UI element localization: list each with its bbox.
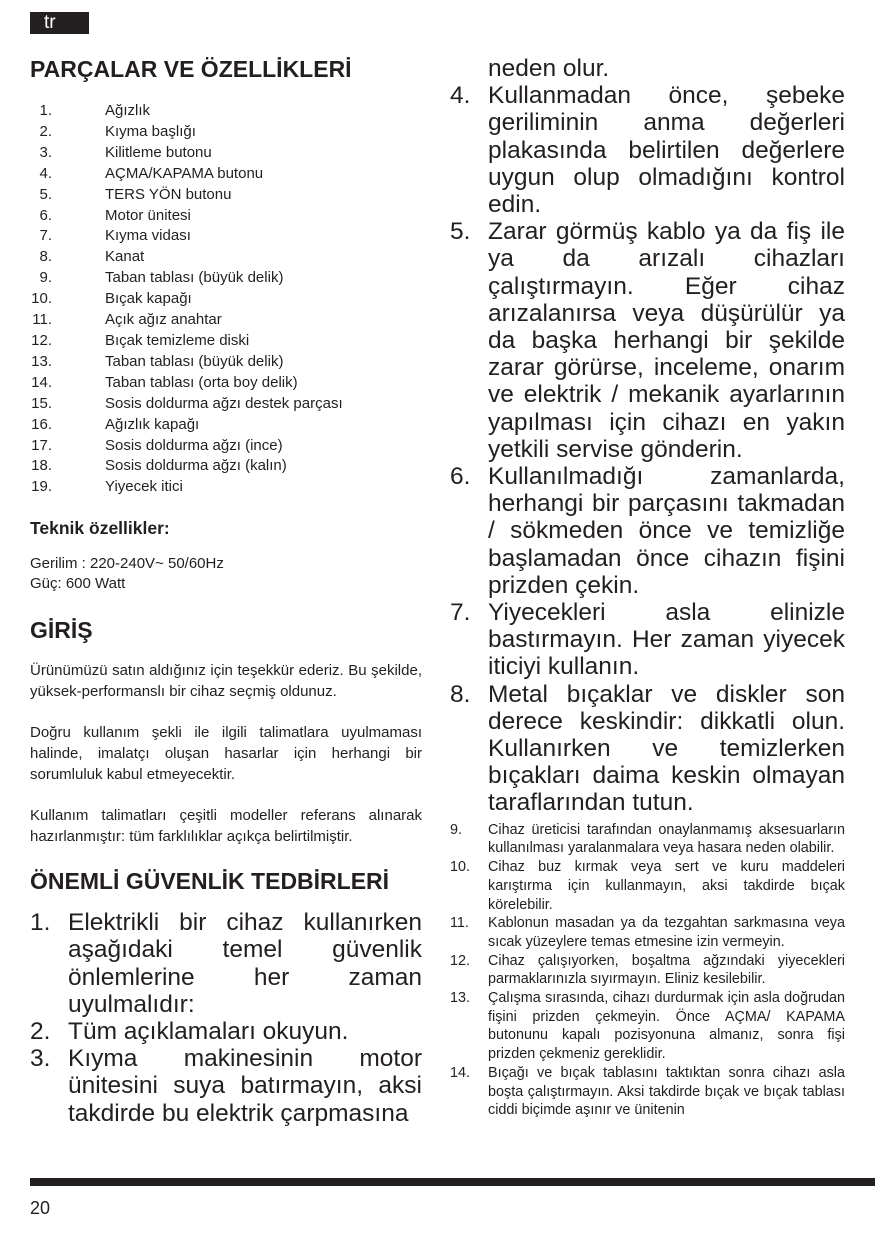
language-tab: tr bbox=[30, 12, 89, 34]
spec-voltage: Gerilim : 220-240V~ 50/60Hz bbox=[30, 555, 224, 573]
specs-block bbox=[30, 554, 422, 594]
list-item: 10. Bıçak kapağı bbox=[31, 290, 192, 308]
list-item: 4. Kullanmadan önce, şebeke geriliminin anma değerleri plakasında belirtilen değerlere uygun olup olmadığını kontrol edin. bbox=[450, 82, 845, 219]
intro-paragraph-1: Ürünümüzü satın aldığınız için teşekkür ederiz. Bu şekilde, yüksek-performanslı bir cihaz seçmiş oldunuz. bbox=[30, 662, 422, 701]
list-item: 14. Taban tablası (orta boy delik) bbox=[31, 373, 298, 391]
list-item: 12. Bıçak temizleme diski bbox=[31, 331, 250, 349]
list-item: 13. Taban tablası (büyük delik) bbox=[31, 352, 284, 370]
list-item: 7. Yiyecekleri asla elinizle bastırmayın. Her zaman yiyecek iticiyi kullanın. bbox=[450, 599, 845, 681]
list-item: 14. Bıçağı ve bıçak tablasını taktıktan sonra cihazı asla boşta çalıştırmayın. Aksi takdirde bıçak ve bıçak tablası ciddi biçimde aşınır ve ünitenin bbox=[450, 1064, 845, 1119]
list-item: 15. Sosis doldurma ağzı destek parçası bbox=[31, 394, 343, 412]
list-item: 2. Kıyma başlığı bbox=[39, 122, 196, 140]
safety-list-small bbox=[450, 821, 845, 1120]
parts-list bbox=[30, 101, 422, 498]
list-item: 18. Sosis doldurma ağzı (kalın) bbox=[31, 457, 287, 475]
list-item: 3. Kıyma makinesinin motor ünitesini suya batırmayın, aksi takdirde bu elektrik çarpmasına bbox=[30, 1045, 422, 1127]
list-item: 6. Kullanılmadığı zamanlarda, herhangi bir parçasını takmadan / sökmeden önce ve temizliğe başlamadan önce cihazın fişini prizden çekin. bbox=[450, 463, 845, 599]
list-item: 8. Kanat bbox=[39, 248, 145, 266]
list-item: 5. TERS YÖN butonu bbox=[39, 185, 232, 203]
list-item: 11. Kablonun masadan ya da tezgahtan sarkmasına veya sıcak yüzeylere temas etmesine izin vermeyin. bbox=[450, 915, 845, 950]
list-item: 8. Metal bıçaklar ve diskler son derece keskindir: dikkatli olun. Kullanırken ve temizlerken bıçakları daima keskin olmayan taraflarından tutun. bbox=[450, 680, 845, 817]
intro-paragraph-3: Kullanım talimatları çeşitli modeller referans alınarak hazırlanmıştır: tüm farklılıklar açıkça belirtilmiştir. bbox=[30, 807, 422, 846]
list-item: 2. Tüm açıklamaları okuyun. bbox=[30, 1018, 349, 1046]
parts-heading: PARÇALAR VE ÖZELLİKLERİ bbox=[30, 56, 352, 82]
list-item: 10. Cihaz buz kırmak veya sert ve kuru maddeleri karıştırma için kullanmayın, aksi takdirde bıçak körelebilir. bbox=[450, 859, 845, 913]
item-3-continuation: neden olur. bbox=[488, 55, 610, 82]
specs-heading: Teknik özellikler: bbox=[30, 518, 170, 539]
spec-power: Güç: 600 Watt bbox=[30, 575, 126, 593]
left-column bbox=[30, 55, 422, 1127]
page-number: 20 bbox=[30, 1198, 51, 1218]
list-item: 1. Elektrikli bir cihaz kullanırken aşağıdaki temel güvenlik önlemlerine her zaman uyulmalıdır: bbox=[30, 909, 422, 1018]
list-item: 5. Zarar görmüş kablo ya da fiş ile ya da arızalı cihazları çalıştırmayın. Eğer cihaz arızalanırsa veya düşürülür ya da başka herhangi bir şekilde zarar görürse, inceleme, onarım ve elektrik / mekanik ayarlarının yapılması için cihazı en yakın yetkili servise gönderin. bbox=[450, 218, 845, 463]
list-item: 11. Açık ağız anahtar bbox=[32, 311, 222, 329]
list-item: 16. Ağızlık kapağı bbox=[31, 415, 200, 433]
footer-rule bbox=[30, 1178, 875, 1186]
right-column bbox=[450, 55, 845, 1120]
list-item: 9. Cihaz üreticisi tarafından onaylanmamış aksesuarların kullanılması yaralanmalara veya hasara neden olabilir. bbox=[450, 821, 845, 857]
intro-heading: GİRİŞ bbox=[30, 617, 93, 644]
list-item: 3. Kilitleme butonu bbox=[39, 143, 212, 161]
list-item: 1. Ağızlık bbox=[39, 102, 151, 119]
safety-list-left bbox=[30, 909, 422, 1127]
list-item: 4. AÇMA/KAPAMA butonu bbox=[39, 164, 264, 182]
list-item: 13. Çalışma sırasında, cihazı durdurmak için asla doğrudan fişini prizden çekmeyin. Önce AÇMA/ KAPAMA butonunu kapalı pozisyonuna almanız, sonra fişi prizden çekmeniz gereklidir. bbox=[450, 990, 845, 1063]
list-item: 12. Cihaz çalışıyorken, boşaltma ağzındaki yiyecekleri parmaklarınızla sıyırmayın. Eliniz kesilebilir. bbox=[450, 952, 845, 988]
safety-list-right bbox=[450, 82, 845, 816]
list-item: 19. Yiyecek itici bbox=[31, 478, 183, 496]
safety-heading: ÖNEMLİ GÜVENLİK TEDBİRLERİ bbox=[30, 868, 390, 895]
list-item: 7. Kıyma vidası bbox=[39, 227, 191, 245]
list-item: 17. Sosis doldurma ağzı (ince) bbox=[31, 436, 283, 454]
list-item: 9. Taban tablası (büyük delik) bbox=[39, 269, 284, 287]
intro-paragraph-2: Doğru kullanım şekli ile ilgili talimatlara uyulmaması halinde, imalatçı oluşan hasarlar için herhangi bir sorumluluk kabul etmeyecektir. bbox=[30, 724, 422, 784]
list-item: 6. Motor ünitesi bbox=[39, 206, 191, 224]
